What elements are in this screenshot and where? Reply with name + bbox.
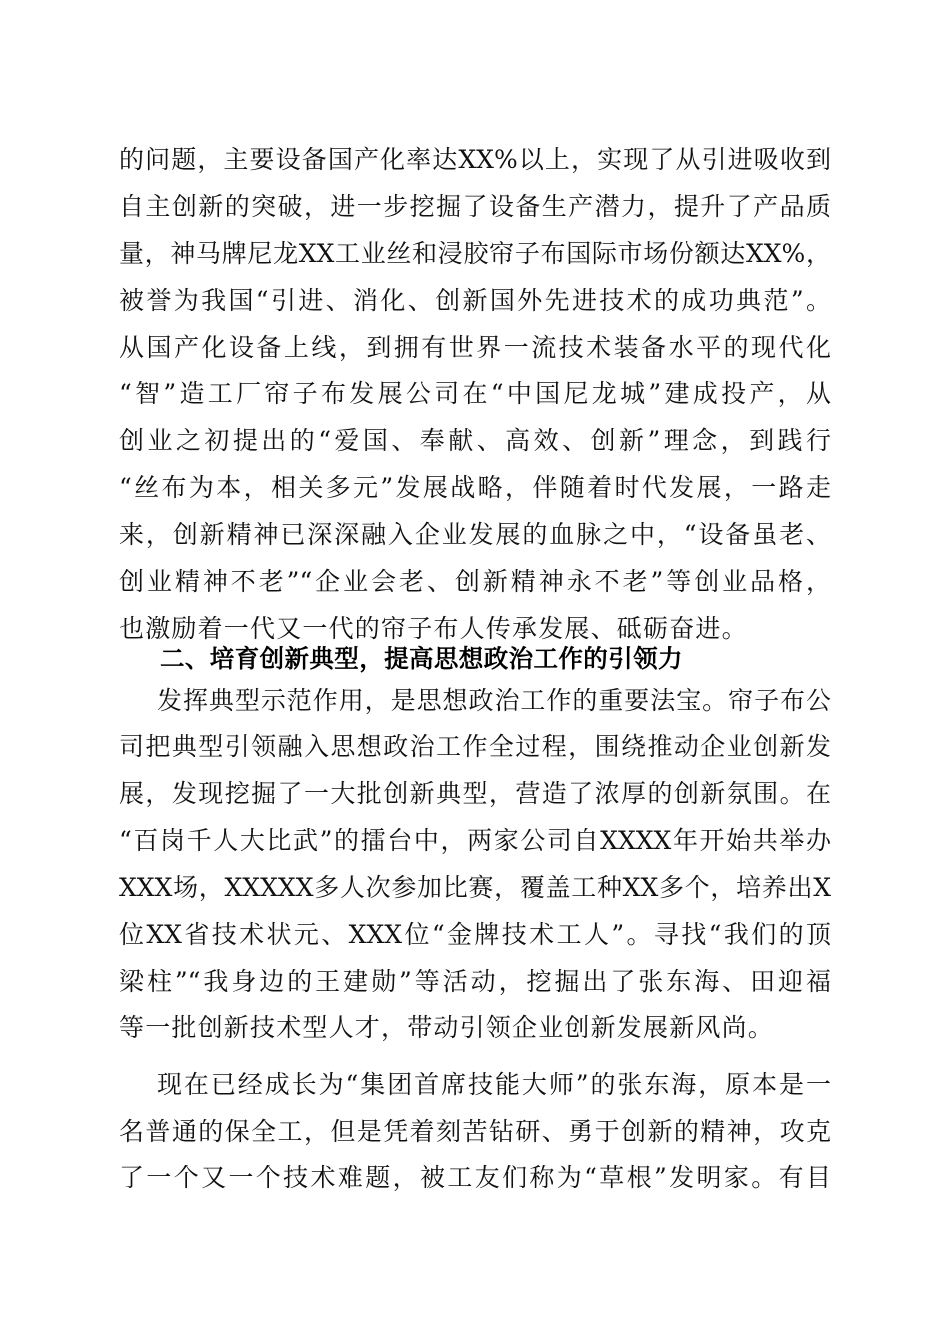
paragraph-1-line-1: 的问题，主要设备国产化率达XX%以上，实现了从引进吸收到: [119, 145, 831, 174]
paragraph-2-line-6: 位XX省技术状元、XXX位“金牌技术工人”。寻找“我们的顶: [119, 920, 831, 949]
paragraph-1-line-5: 从国产化设备上线，到拥有世界一流技术装备水平的现代化: [119, 333, 831, 362]
paragraph-1-line-2: 自主创新的突破，进一步挖掘了设备生产潜力，提升了产品质: [119, 192, 831, 221]
paragraph-2-line-2: 司把典型引领融入思想政治工作全过程，围绕推动企业创新发: [119, 732, 831, 761]
paragraph-1-line-10: 创业精神不老”“企业会老、创新精神永不老”等创业品格，: [119, 567, 831, 596]
paragraph-2-line-4: “百岗千人大比武”的擂台中，两家公司自XXXX年开始共举办: [119, 826, 831, 855]
paragraph-3-line-1: 现在已经成长为“集团首席技能大师”的张东海，原本是一: [157, 1070, 831, 1099]
paragraph-2-line-1: 发挥典型示范作用，是思想政治工作的重要法宝。帘子布公: [157, 686, 831, 715]
paragraph-2-line-7: 梁柱”“我身边的王建勋”等活动，挖掘出了张东海、田迎福: [119, 967, 831, 996]
paragraph-3-line-3: 了一个又一个技术难题，被工友们称为“草根”发明家。有目: [119, 1163, 831, 1192]
paragraph-1-line-4: 被誉为我国“引进、消化、创新国外先进技术的成功典范”。: [119, 286, 831, 315]
paragraph-2-line-8: 等一批创新技术型人才，带动引领企业创新发展新风尚。: [119, 1013, 775, 1042]
paragraph-1-line-9: 来，创新精神已深深融入企业发展的血脉之中，“设备虽老、: [119, 520, 831, 549]
paragraph-2-line-5: XXX场，XXXXX多人次参加比赛，覆盖工种XX多个，培养出X: [119, 873, 831, 902]
paragraph-1-line-8: “丝布为本，相关多元”发展战略，伴随着时代发展，一路走: [119, 473, 831, 502]
paragraph-2-line-3: 展，发现挖掘了一大批创新典型，营造了浓厚的创新氛围。在: [119, 779, 831, 808]
section-heading: 二、培育创新典型，提高思想政治工作的引领力: [160, 644, 683, 673]
paragraph-1-line-3: 量，神马牌尼龙XX工业丝和浸胶帘子布国际市场份额达XX%，: [119, 239, 831, 268]
paragraph-1-line-11: 也激励着一代又一代的帘子布人传承发展、砥砺奋进。: [119, 614, 748, 643]
paragraph-3-line-2: 名普通的保全工，但是凭着刻苦钻研、勇于创新的精神，攻克: [119, 1117, 831, 1146]
paragraph-1-line-6: “智”造工厂帘子布发展公司在“中国尼龙城”建成投产，从: [119, 379, 831, 408]
paragraph-1-line-7: 创业之初提出的“爱国、奉献、高效、创新”理念，到践行: [119, 426, 831, 455]
